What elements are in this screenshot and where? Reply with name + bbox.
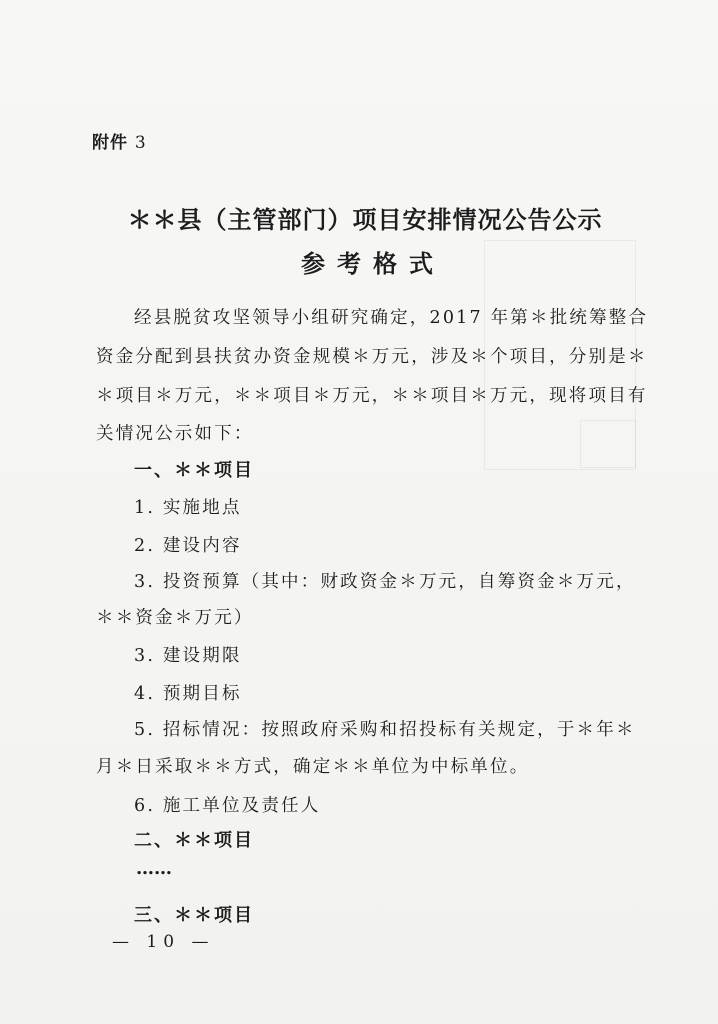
intro-paragraph-line-4: 关情况公示如下：	[96, 424, 254, 444]
section-1-heading: 一、＊＊项目	[134, 460, 254, 481]
intro-paragraph-line-3: ＊项目＊万元，＊＊项目＊万元，＊＊项目＊万元，现将项目有	[96, 386, 648, 406]
section-2-ellipsis: ……	[136, 858, 172, 879]
attachment-label	[92, 128, 147, 153]
intro-paragraph-line-1: 经县脱贫攻坚领导小组研究确定，2017 年第＊批统筹整合	[134, 308, 649, 328]
section-1-item-bidding-line-1: 5. 招标情况：按照政府采购和招投标有关规定，于＊年＊	[134, 720, 636, 740]
intro-paragraph-line-2: 资金分配到县扶贫办资金规模＊万元，涉及＊个项目，分别是＊	[96, 347, 648, 367]
section-1-item-budget-line-2: ＊＊资金＊万元）	[96, 608, 254, 628]
section-1-item-contractor: 6. 施工单位及责任人	[134, 796, 321, 816]
section-3-heading: 三、＊＊项目	[134, 905, 254, 926]
section-1-item-budget-line-1: 3. 投资预算（其中：财政资金＊万元，自筹资金＊万元，	[134, 572, 636, 592]
section-1-item-bidding-line-2: 月＊日采取＊＊方式，确定＊＊单位为中标单位。	[96, 757, 530, 777]
document-title: ＊＊县（主管部门）项目安排情况公告公示	[127, 205, 603, 234]
section-1-item-period: 3. 建设期限	[134, 646, 242, 666]
attachment-label-text: 附件	[92, 133, 128, 153]
bleed-through-box	[580, 420, 636, 468]
attachment-number: 3	[134, 133, 147, 153]
section-1-item-content: 2. 建设内容	[134, 536, 242, 556]
section-1-item-goal: 4. 预期目标	[134, 684, 242, 704]
page-number: — 10 —	[112, 932, 215, 952]
section-1-item-location: 1. 实施地点	[134, 498, 242, 518]
section-2-heading: 二、＊＊项目	[134, 830, 254, 851]
document-subtitle: 参考格式	[301, 249, 445, 278]
